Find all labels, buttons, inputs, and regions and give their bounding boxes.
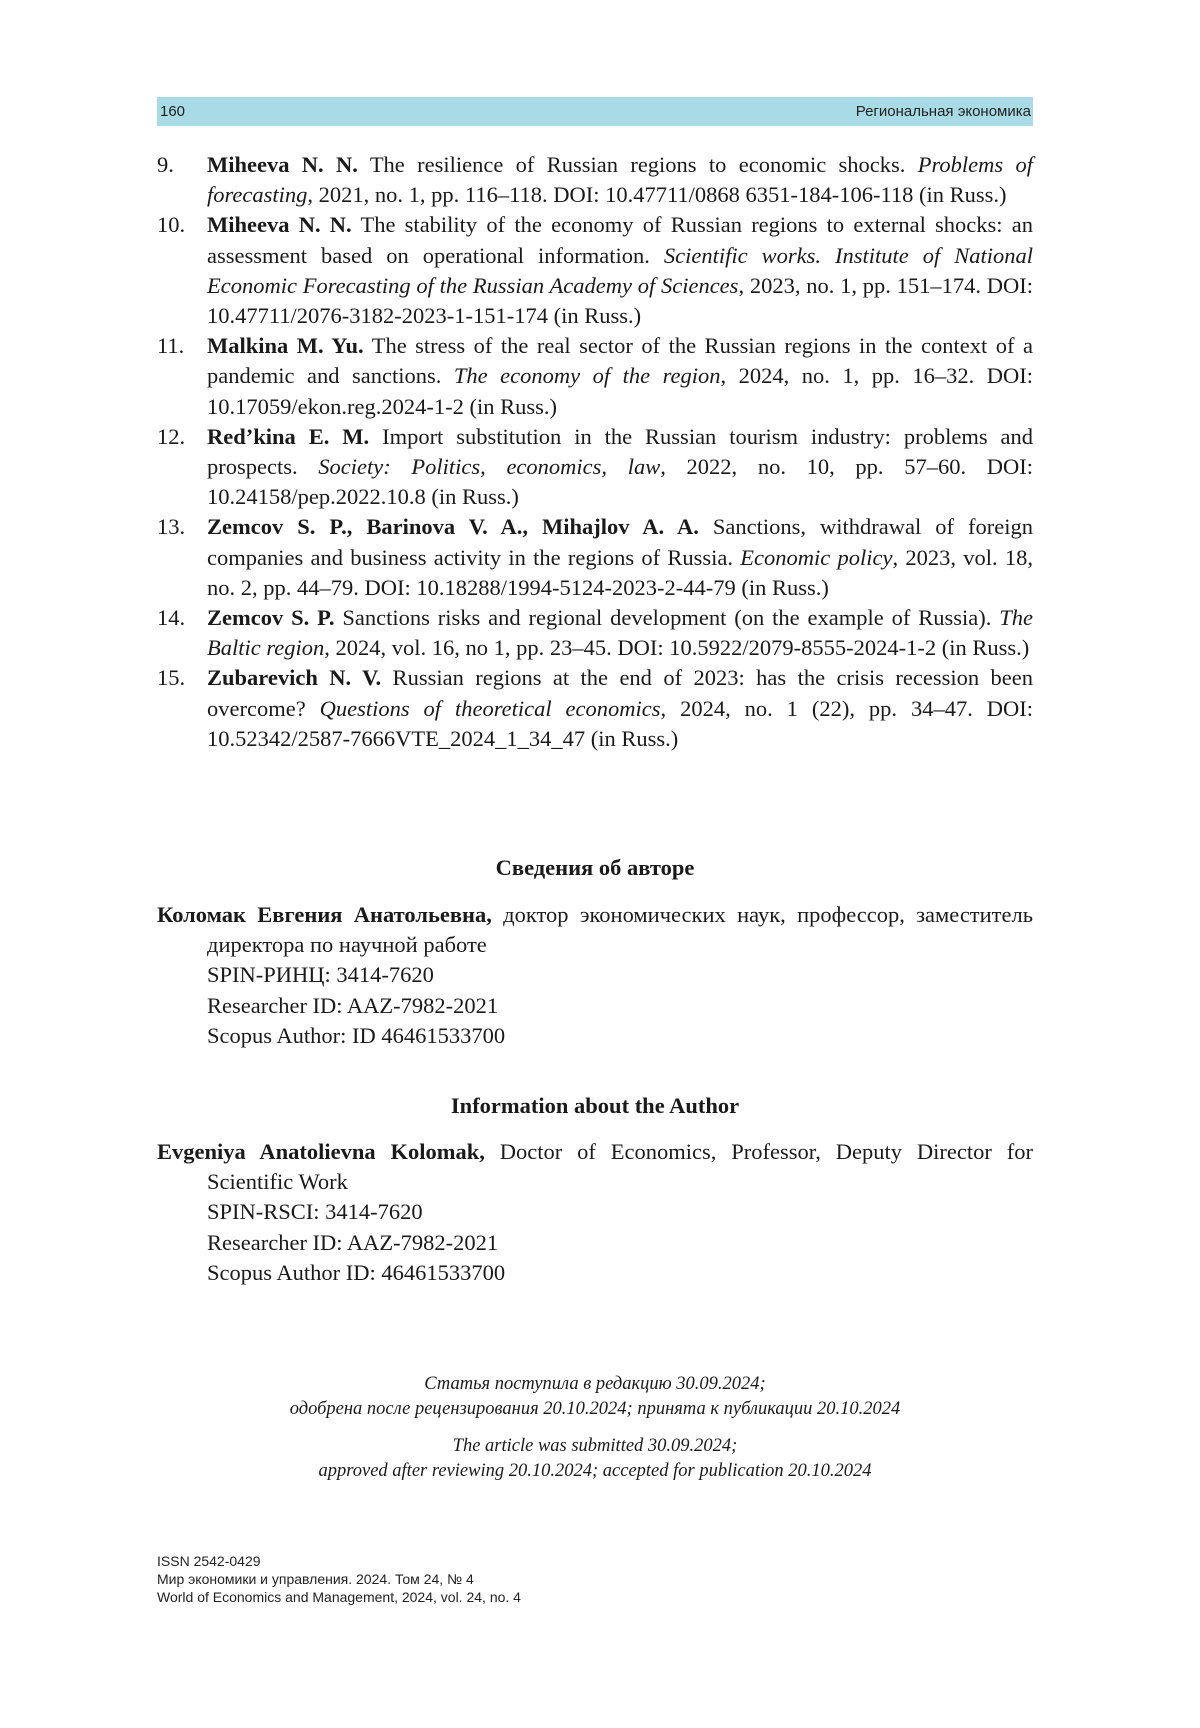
reference-details: , 2024, vol. 16, no 1, pp. 23–45. DOI: 10.5922/2079-8555-2024-1-2 (in Russ.) — [324, 635, 1030, 661]
reference-list — [157, 150, 1033, 754]
reference-number: 14. — [157, 605, 186, 631]
reference-source: Scientific works. Institute of National Economic Forecasting of the Russian Academy of Sciences — [207, 242, 1033, 298]
author-description-en: Doctor of Economics, Professor, Deputy Director for Scientific Work — [207, 1139, 1033, 1195]
reference-title: Import substitution in the Russian tourism industry: problems and prospects. — [207, 423, 1034, 480]
reference-number: 13. — [157, 514, 186, 540]
scopus-id-ru: Scopus Author: ID 46461533700 — [207, 1022, 506, 1048]
reference-item — [157, 663, 1033, 754]
author-info-ru — [157, 900, 1033, 1051]
reference-details: , 2023, no. 1, pp. 151–174. DOI: 10.47711/2076-3182-2023-1-151-174 (in Russ.) — [207, 272, 1033, 329]
reference-item — [157, 603, 1033, 663]
author-info-heading-ru: Сведения об авторе — [495, 855, 695, 880]
article-dates-ru — [157, 1372, 1033, 1422]
reference-details: , 2023, vol. 18, no. 2, pp. 44–79. DOI: 10.18288/1994-5124-2023-2-44-79 (in Russ.) — [207, 544, 1033, 600]
reference-title: Sanctions risks and regional development (on the example of Russia). — [334, 605, 1000, 631]
author-bio-en — [157, 1137, 1033, 1197]
author-name-ru: Коломак Евгения Анатольевна, — [157, 902, 492, 927]
page-number: 160 — [160, 103, 186, 120]
reference-number: 10. — [157, 212, 186, 238]
reference-authors: Zubarevich N. V. — [207, 665, 382, 691]
reference-title: The stability of the economy of Russian regions to external shocks: an assessment based on operational information. — [207, 212, 1033, 268]
reference-authors: Miheeva N. N. — [207, 152, 358, 177]
submission-date-en: The article was submitted 30.09.2024; — [452, 1436, 738, 1456]
author-bio-ru — [157, 900, 1033, 960]
researcher-id-ru: Researcher ID: AAZ-7982-2021 — [207, 992, 499, 1018]
submission-date-ru: Статья поступила в редакцию 30.09.2024; — [424, 1374, 766, 1394]
reference-number: 9. — [157, 152, 174, 177]
article-dates-en — [157, 1434, 1033, 1484]
reference-details: , 2021, no. 1, pp. 116–118. DOI: 10.47711/0868 6351-184-106-118 (in Russ.) — [307, 182, 1007, 208]
reference-source: Society: Politics, economics, law — [318, 454, 661, 480]
reference-authors: Red’kina E. M. — [207, 423, 370, 449]
reference-item — [157, 210, 1033, 331]
section-name: Региональная экономика — [855, 103, 1031, 120]
reference-item — [157, 331, 1033, 422]
reference-source: The economy of the region — [453, 363, 721, 389]
reference-title: Russian regions at the end of 2023: has the crisis recession been overcome? — [207, 665, 1033, 721]
researcher-id-en: Researcher ID: AAZ-7982-2021 — [207, 1229, 499, 1255]
reference-item — [157, 150, 1033, 210]
reference-source: Questions of theoretical economics — [319, 695, 661, 721]
reference-source: Economic policy — [740, 544, 893, 570]
reference-title: The stress of the real sector of the Russian regions in the context of a pandemic and sanctions. — [207, 333, 1033, 389]
issn: ISSN 2542-0429 — [157, 1553, 261, 1569]
reference-number: 12. — [157, 423, 186, 449]
approval-date-ru: одобрена после рецензирования 20.10.2024; принята к публикации 20.10.2024 — [289, 1399, 901, 1419]
author-description-ru: доктор экономических наук, профессор, заместитель директора по научной работе — [207, 902, 1033, 958]
spin-id-ru: SPIN-РИНЦ: 3414-7620 — [207, 962, 434, 988]
reference-number: 11. — [157, 333, 185, 359]
spin-id-en: SPIN-RSCI: 3414-7620 — [207, 1199, 423, 1225]
journal-name-ru: Мир экономики и управления. 2024. Том 24, № 4 — [157, 1571, 474, 1587]
reference-item — [157, 422, 1033, 513]
page-footer — [157, 1552, 521, 1606]
approval-date-en: approved after reviewing 20.10.2024; accepted for publication 20.10.2024 — [318, 1461, 872, 1481]
scopus-id-en: Scopus Author ID: 46461533700 — [207, 1259, 506, 1285]
reference-authors: Malkina M. Yu. — [207, 333, 364, 359]
reference-source: The Baltic region — [207, 605, 1033, 661]
journal-name-en: World of Economics and Management, 2024, vol. 24, no. 4 — [157, 1589, 521, 1605]
author-info-en — [157, 1137, 1033, 1288]
reference-details: , 2024, no. 1 (22), pp. 34–47. DOI: 10.52342/2587-7666VTE_2024_1_34_47 (in Russ.) — [207, 695, 1033, 751]
reference-title: The resilience of Russian regions to economic shocks. — [357, 152, 918, 177]
reference-item — [157, 512, 1033, 603]
reference-authors: Zemcov S. P., Barinova V. A., Mihajlov A. A. — [207, 514, 699, 540]
running-header — [157, 97, 1033, 126]
author-name-en: Evgeniya Anatolievna Kolomak, — [157, 1139, 485, 1164]
reference-details: , 2024, no. 1, pp. 16–32. DOI: 10.17059/ekon.reg.2024-1-2 (in Russ.) — [207, 363, 1034, 419]
author-info-heading-en: Information about the Author — [450, 1093, 740, 1118]
reference-authors: Zemcov S. P. — [207, 605, 335, 631]
reference-title: Sanctions, withdrawal of foreign companies and business activity in the regions of Russia. — [207, 514, 1033, 570]
reference-source: Problems of forecasting — [207, 152, 1033, 208]
reference-authors: Miheeva N. N. — [207, 212, 352, 238]
reference-details: , 2022, no. 10, pp. 57–60. DOI: 10.24158/pep.2022.10.8 (in Russ.) — [207, 454, 1033, 510]
reference-number: 15. — [157, 665, 186, 691]
